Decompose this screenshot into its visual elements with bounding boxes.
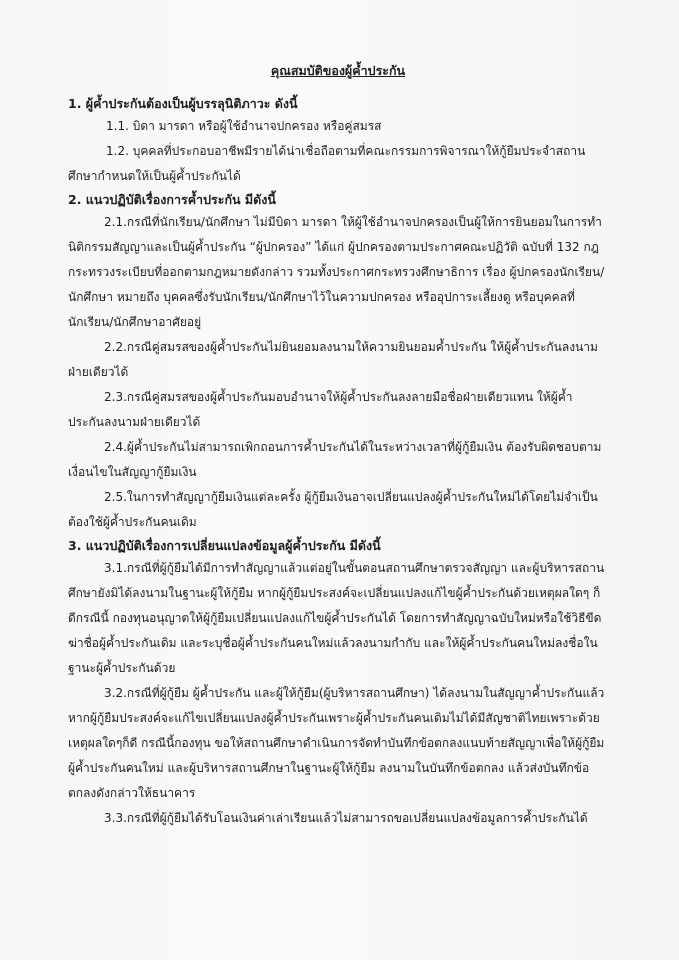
clause-3-3: 3.3.กรณีที่ผู้กู้ยืมได้รับโอนเงินค่าเล่าเรียนแล้วไม่สามารถขอเปลี่ยนแปลงข้อมูลการค้ำประกันได้ bbox=[104, 811, 588, 825]
clause-2-1: 2.1.กรณีที่นักเรียน/นักศึกษา ไม่มีบิดา มารดา ให้ผู้ใช้อำนาจปกครองเป็นผู้ให้การยินยอมในการทำนิติกรรมสัญญาและเป็นผู้ค้ำประกัน “ผู้ปกครอง” ได้แก่ ผู้ปกครองตามประกาศคณะปฏิวัติ ฉบับที่ 132 กฎกระทรวงระเบียบที่ออกตามกฎหมายดังกล่าว รวมทั้งประกาศกระทรวงศึกษาธิการ เรื่อง ผู้ปกครองนักเรียน/นักศึกษา หมายถึง บุคคลซึ่งรับนักเรียน/นักศึกษาไว้ในความปกครอง หรืออุปการะเลี้ยงดู หรือบุคคลที่นักเรียน/นักศึกษาอาศัยอยู่ bbox=[68, 215, 605, 329]
section-1 bbox=[68, 93, 608, 189]
clause-2-3: 2.3.กรณีคู่สมรสของผู้ค้ำประกันมอบอำนาจให้ผู้ค้ำประกันลงลายมือชื่อฝ่ายเดียวแทน ให้ผู้ค้ำประกันลงนามฝ่ายเดียวได้ bbox=[68, 390, 573, 429]
clause-2-4: 2.4.ผู้ค้ำประกันไม่สามารถเพิกถอนการค้ำประกันได้ในระหว่างเวลาที่ผู้กู้ยืมเงิน ต้องรับผิดชอบตามเงื่อนไขในสัญญากู้ยืมเงิน bbox=[68, 440, 602, 479]
clause-2-5: 2.5.ในการทำสัญญากู้ยืมเงินแต่ละครั้ง ผู้กู้ยืมเงินอาจเปลี่ยนแปลงผู้ค้ำประกันใหม่ได้โดยไม่จำเป็นต้องใช้ผู้ค้ำประกันคนเดิม bbox=[68, 490, 598, 529]
section-heading: 1. ผู้ค้ำประกันต้องเป็นผู้บรรลุนิติภาวะ ดังนี้ bbox=[68, 96, 298, 111]
section-2 bbox=[68, 189, 608, 535]
clause-3-2: 3.2.กรณีที่ผู้กู้ยืม ผู้ค้ำประกัน และผู้ให้กู้ยืม(ผู้บริหารสถานศึกษา) ได้ลงนามในสัญญาค้ำประกันแล้ว หากผู้กู้ยืมประสงค์จะแก้ไขเปลี่ยนแปลงผู้ค้ำประกันเพราะผู้ค้ำประกันคนเดิมไม่ได้มีสัญชาติไทยเพราะด้วยเหตุผลใดๆก็ดี กรณีนี้กองทุน ขอให้สถานศึกษาดำเนินการจัดทำบันทึกข้อตกลงแนบท้ายสัญญาเพื่อให้ผู้กู้ยืมผู้ค้ำประกันคนใหม่ และผู้บริหารสถานศึกษาในฐานะผู้ให้กู้ยืม ลงนามในบันทึกข้อตกลง แล้วส่งบันทึกข้อตกลงดังกล่าวให้ธนาคาร bbox=[68, 686, 605, 800]
clause-2-2: 2.2.กรณีคู่สมรสของผู้ค้ำประกันไม่ยินยอมลงนามให้ความยินยอมค้ำประกัน ให้ผู้ค้ำประกันลงนามฝ่ายเดียวได้ bbox=[68, 340, 598, 379]
document-body bbox=[68, 62, 608, 831]
section-heading: 2. แนวปฏิบัติเรื่องการค้ำประกัน มีดังนี้ bbox=[68, 192, 276, 207]
document-title: คุณสมบัติของผู้ค้ำประกัน bbox=[270, 63, 406, 78]
clause-1-1: 1.1. บิดา มารดา หรือผู้ใช้อำนาจปกครอง หรือคู่สมรส bbox=[106, 119, 382, 133]
clause-3-1: 3.1.กรณีที่ผู้กู้ยืมได้มีการทำสัญญาแล้วแต่อยู่ในขั้นตอนสถานศึกษาตรวจสัญญา และผู้บริหารสถานศึกษายังมิได้ลงนามในฐานะผู้ให้กู้ยืม หากผู้กู้ยืมประสงค์จะเปลี่ยนแปลงแก้ไขผู้ค้ำประกันด้วยเหตุผลใดๆ ก็ดีกรณีนี้ กองทุนอนุญาตให้ผู้กู้ยืมเปลี่ยนแปลงแก้ไขผู้ค้ำประกันได้ โดยการทำสัญญาฉบับใหม่หรือใช้วิธีขีดฆ่าชื่อผู้ค้ำประกันเดิม และระบุชื่อผู้ค้ำประกันคนใหม่แล้วลงนามกำกับ และให้ผู้ค้ำประกันคนใหม่ลงชื่อในฐานะผู้ค้ำประกันด้วย bbox=[68, 561, 605, 675]
section-3 bbox=[68, 535, 608, 831]
clause-1-2: 1.2. บุคคลที่ประกอบอาชีพมีรายได้น่าเชื่อถือตามที่คณะกรรมการพิจารณาให้กู้ยืมประจำสถานศึกษากำหนดให้เป็นผู้ค้ำประกันได้ bbox=[68, 144, 586, 183]
section-heading: 3. แนวปฏิบัติเรื่องการเปลี่ยนแปลงข้อมูลผู้ค้ำประกัน มีดังนี้ bbox=[68, 538, 381, 553]
